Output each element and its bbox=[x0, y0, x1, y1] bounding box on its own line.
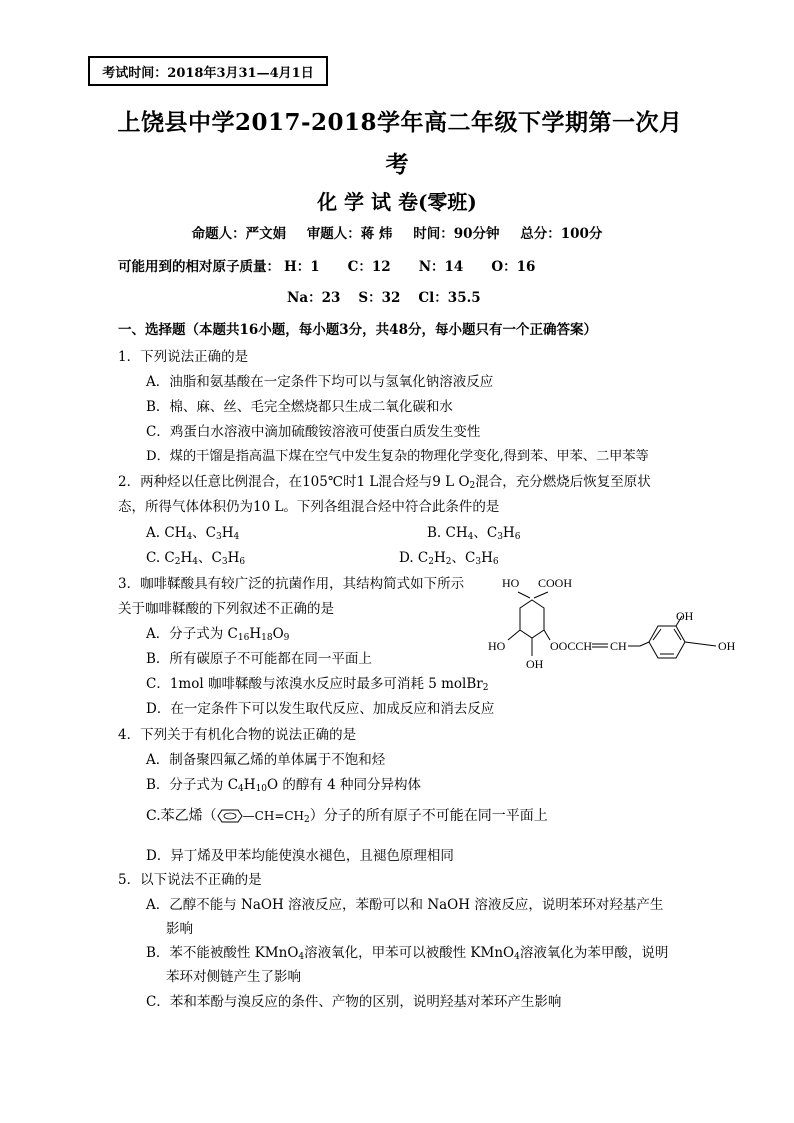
q1-option-b: B．棉、麻、丝、毛完全燃烧都只生成二氧化碳和水 bbox=[146, 399, 453, 415]
q3-option-c: C．1mol 咖啡鞣酸与浓溴水反应时最多可消耗 5 molBr$_2$ bbox=[146, 676, 489, 693]
q1-option-c: C．鸡蛋白水溶液中滴加硫酸铵溶液可使蛋白质发生变性 bbox=[146, 424, 481, 440]
q4-b-text: B．分子式为 C bbox=[146, 777, 239, 793]
q5-option-a-line2: 影响 bbox=[166, 921, 193, 937]
exam-subtitle: 化 学 试 卷(零班) bbox=[317, 190, 477, 214]
atomic-masses-line2 bbox=[287, 286, 499, 306]
q2-a-text: A. CH bbox=[146, 525, 187, 541]
struct-oh-bottom: OH bbox=[526, 657, 544, 671]
q2-d-text: D. C bbox=[399, 550, 429, 566]
struct-ho-top: HO bbox=[502, 576, 520, 590]
q3-option-a: A．分子式为 $C_{16}H_{18}O_9$ bbox=[146, 626, 290, 643]
struct-cooh: COOH bbox=[538, 576, 573, 590]
q5-option-b-line1: B．苯不能被酸性 KMnO$_4$溶液氧化，甲苯可以被酸性 KMnO$_4$溶液氧化为苯甲酸，说明 bbox=[146, 945, 669, 962]
q5-stem: 5．以下说法不正确的是 bbox=[118, 872, 262, 888]
q3-option-d: D．在一定条件下可以发生取代反应、加成反应和消去反应 bbox=[146, 701, 495, 717]
struct-ho-left: HO bbox=[488, 639, 506, 653]
struct-ester: OOCCH bbox=[550, 639, 593, 653]
total-score: 总分：100分 bbox=[520, 226, 603, 242]
mass-item: Na：23 bbox=[287, 290, 341, 306]
mass-item: S：32 bbox=[358, 290, 401, 306]
setter: 命题人：严文娟 bbox=[191, 226, 287, 242]
struct-oh-right-top: OH bbox=[676, 609, 694, 623]
mass-item: N：14 bbox=[418, 259, 464, 275]
q2-stem-line1: 2．两种烃以任意比例混合，在105℃时1 L混合烃与9 L $O_2$混合，充分燃烧后恢复至原状 bbox=[118, 474, 651, 491]
q4-stem: 4．下列关于有机化合物的说法正确的是 bbox=[118, 727, 357, 743]
q1-stem: 1．下列说法正确的是 bbox=[118, 349, 249, 365]
exam-time-text: 考试时间：2018年3月31—4月1日 bbox=[102, 65, 314, 81]
q4-b-tail: O 的醇有 4 种同分异构体 bbox=[267, 777, 422, 793]
q4-option-d: D．异丁烯及甲苯均能使溴水褪色，且褪色原理相同 bbox=[146, 848, 454, 864]
atomic-masses-line1 bbox=[118, 255, 563, 275]
duration: 时间：90分钟 bbox=[413, 226, 500, 242]
q3-a-text: A．分子式为 C bbox=[146, 626, 238, 642]
struct-ch: CH bbox=[610, 639, 627, 653]
exam-title-line2: 考 bbox=[385, 151, 409, 178]
mass-item: H：1 bbox=[284, 259, 320, 275]
q4-c-post: ）分子的所有原子不可能在同一平面上 bbox=[309, 808, 548, 824]
mass-item: Cl：35.5 bbox=[418, 290, 481, 306]
q4-c-group: —CH=CH bbox=[242, 809, 305, 823]
q2-stem-part2: 混合，充分燃烧后恢复至原状 bbox=[475, 474, 651, 490]
q2-stem-line2: 态，所得气体体积仍为10 L。下列各组混合烃中符合此条件的是 bbox=[118, 499, 500, 515]
q5-option-a-line1: A．乙醇不能与 NaOH 溶液反应，苯酚可以和 NaOH 溶液反应，说明苯环对羟基产生 bbox=[146, 897, 664, 913]
mass-item: C：12 bbox=[347, 259, 391, 275]
benzene-ring-icon bbox=[217, 808, 243, 824]
reviewer: 审题人：蒋 炜 bbox=[306, 226, 393, 242]
q4-option-c: C.苯乙烯（ $—CH=CH_2$）分子的所有原子不可能在同一平面上 bbox=[146, 808, 548, 825]
q2-option-b: B. $CH_4$、$C_3H_6$ bbox=[427, 525, 521, 542]
q4-option-b: B．分子式为 $C_4H_{10}O$ 的醇有 4 种同分异构体 bbox=[146, 777, 422, 794]
mass-item: O：16 bbox=[491, 259, 536, 275]
section-heading: 一、选择题（本题共16小题，每小题3分，共48分，每小题只有一个正确答案） bbox=[118, 322, 597, 338]
q2-option-a: A. $CH_4$、$C_3H_4$ bbox=[146, 525, 240, 542]
caffeoylquinic-acid-structure bbox=[478, 570, 748, 680]
q5-option-c: C．苯和苯酚与溴反应的条件、产物的区别，说明羟基对苯环产生影响 bbox=[146, 994, 562, 1010]
q4-c-pre: C.苯乙烯（ bbox=[146, 808, 217, 824]
struct-oh-right: OH bbox=[718, 639, 736, 653]
q5-b-part3: 溶液氧化为苯甲酸，说明 bbox=[519, 945, 669, 961]
masses-label: 可能用到的相对原子质量： bbox=[118, 259, 280, 275]
q4-option-a: A．制备聚四氟乙烯的单体属于不饱和烃 bbox=[146, 752, 386, 768]
q3-option-b: B．所有碳原子不可能都在同一平面上 bbox=[146, 651, 372, 667]
q3-stem-line2: 关于咖啡鞣酸的下列叙述不正确的是 bbox=[118, 601, 334, 617]
exam-time-box bbox=[88, 56, 328, 86]
q5-option-b-line2: 苯环对侧链产生了影响 bbox=[166, 969, 301, 985]
q2-option-d: D. $C_2H_2$、$C_3H_6$ bbox=[399, 550, 499, 567]
exam-info bbox=[0, 222, 794, 242]
q5-b-part2: 溶液氧化，甲苯可以被酸性 KMnO bbox=[304, 945, 515, 961]
q1-option-d: D．煤的干馏是指高温下煤在空气中发生复杂的物理化学变化,得到苯、甲苯、二甲苯等 bbox=[146, 449, 649, 464]
q5-b-part1: B．苯不能被酸性 KMnO bbox=[146, 945, 299, 961]
q1-option-a: A．油脂和氨基酸在一定条件下均可以与氢氧化钠溶液反应 bbox=[146, 374, 494, 390]
q2-option-c: C. $C_2H_4$、$C_3H_6$ bbox=[146, 550, 246, 567]
q2-c-text: C. C bbox=[146, 550, 175, 566]
q2-stem-part1: 2．两种烃以任意比例混合，在105℃时1 L混合烃与9 L O bbox=[118, 474, 470, 490]
q2-a-sep: 、C bbox=[192, 525, 217, 541]
q2-b-text: B. CH bbox=[427, 525, 468, 541]
q3-c-text: C．1mol 咖啡鞣酸与浓溴水反应时最多可消耗 5 molBr bbox=[146, 676, 483, 692]
exam-title-line1: 上饶县中学2017-2018学年高二年级下学期第一次月 bbox=[117, 109, 683, 136]
q3-stem-line1: 3．咖啡鞣酸具有较广泛的抗菌作用，其结构简式如下所示 bbox=[118, 576, 465, 592]
